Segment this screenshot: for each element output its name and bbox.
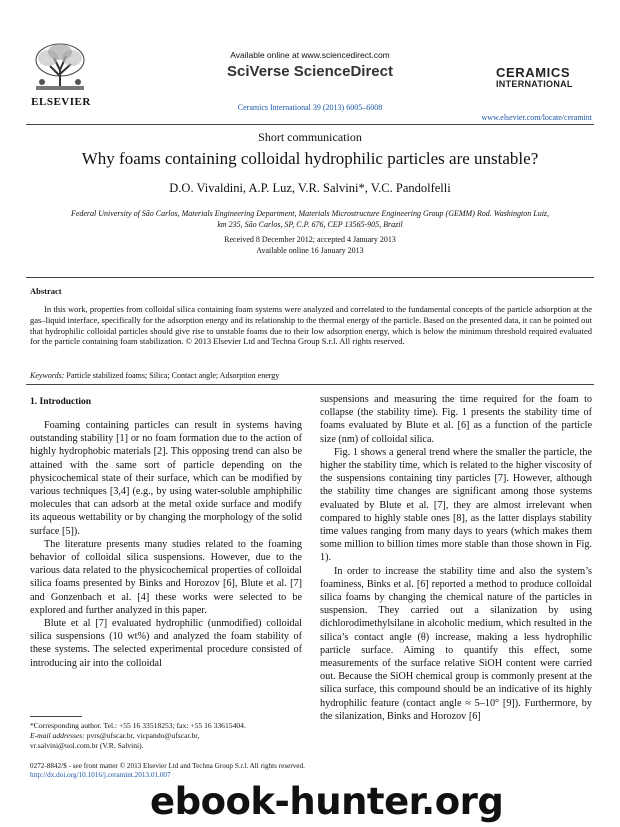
- abstract-text: In this work, properties from colloidal silica containing foam systems were analyzed and correlated to the fundamental concepts of the particle adsorption at the gas–liquid interface, specifically for the adsorption energy and its relationship to the thermal energy of the particle. Based on the presented data, it can be pointed out that hydrophilic colloidal particles should give rise to unstable foams due to their low adsorption energy, which is below the minimum threshold required evaluated for the particle containing foam stabilization. © 2013 Elsevier Ltd and Techna Group S.r.l. All rights reserved.: [30, 304, 592, 347]
- footnote-divider: [30, 716, 82, 717]
- email-addresses: pvrs@ufscar.br, vicpando@ufscar.br,: [86, 730, 200, 740]
- journal-logo-line1: CERAMICS: [496, 65, 571, 80]
- author-list: D.O. Vivaldini, A.P. Luz, V.R. Salvini*, V.C. Pandolfelli: [169, 181, 451, 195]
- footnote: [30, 721, 302, 751]
- keywords: [30, 371, 279, 380]
- left-column: [30, 419, 302, 670]
- journal-homepage-link[interactable]: www.elsevier.com/locate/ceramint: [481, 113, 592, 122]
- affiliation: [40, 209, 580, 231]
- article-title: Why foams containing colloidal hydrophilic particles are unstable?: [81, 149, 539, 168]
- affiliation-line2: km 235, São Carlos, SP, C.P. 676, CEP 13565-905, Brazil: [217, 219, 403, 229]
- intro-paragraph-3: Blute et al [7] evaluated hydrophilic (unmodified) colloidal silica suspensions (10 wt%) and analyzed the foam stability of these systems. The selected experimental procedure consisted of introducing air into the colloidal: [30, 618, 302, 669]
- journal-logo: [496, 66, 596, 89]
- keywords-label: Keywords:: [30, 371, 65, 380]
- issn-line: 0272-8842/$ - see front matter © 2013 Elsevier Ltd and Techna Group S.r.l. All rights reserved.: [30, 762, 305, 770]
- keywords-list: Particle stabilized foams; Silica; Contact angle; Adsorption energy: [66, 371, 280, 380]
- watermark-text: ebook-hunter.org: [150, 780, 504, 823]
- intro-paragraph-4: suspensions and measuring the time required for the foam to collapse (the stability time). Fig. 1 presents the stability time of foams evaluated by Blute et al. [6] as a function of the particle size (nm) of colloidal silica.: [320, 394, 592, 445]
- email-label: E-mail addresses:: [30, 730, 85, 740]
- intro-paragraph-5: Fig. 1 shows a general trend where the smaller the particle, the higher the stability time, which is related to the higher viscosity of the suspensions containing tiny particles [7]. However, although the stability time changes are significant among those systems evaluated by Blute et al. [7], they are almost irrelevant when compared to highly stable ones [8], as the latter displays stability time values ranging from many days to years (which makes them some million to billion times more stable than those shown in Fig. 1).: [320, 446, 592, 564]
- publisher-name: ELSEVIER: [31, 96, 91, 108]
- abstract-top-divider: [26, 277, 594, 278]
- intro-paragraph-6: In order to increase the stability time and also the system’s foaminess, Binks et al. [6] reported a method to produce colloidal silica foams by changing the chemical nature of the particles in suspension. They carried out a silanization by using dichlorodimethylsilane in alcoholic medium, which resulted in the silica’s contact angle (θ) increase, making a less hydrophilic particle surface. Aiming to quantify this effect, some measurements of the surface relative SiOH content were carried out. Because the SiOH chemical group is commonly present at the silica surface, this compound should be an indicative of its highly hydrophilic feature (contact angle ≈ 5–10° [9]). Furthermore, by the silanization, Binks and Horozov [6]: [320, 565, 592, 722]
- right-column: [320, 393, 592, 723]
- intro-paragraph-2: The literature presents many studies related to the foaming behavior of colloidal silica suspensions. However, due to the various data related to the physicochemical properties of colloidal silica foams presented by Binks and Horozov [6], Blute et al. [7] and Gonzenbach et al. [4] these works were selected to be explored and further analyzed in this paper.: [30, 538, 302, 616]
- article-meta: [30, 762, 305, 781]
- available-date: Available online 16 January 2013: [256, 245, 364, 255]
- sciverse-logo: SciVerse ScienceDirect: [227, 63, 393, 80]
- section-type: Short communication: [258, 130, 362, 144]
- abstract-bottom-divider: [26, 384, 594, 385]
- corresponding-author: *Corresponding author. Tel.: +55 16 33518253; fax: +55 16 33615404.: [30, 721, 246, 730]
- journal-reference-link[interactable]: Ceramics International 39 (2013) 6005–6008: [237, 103, 383, 112]
- journal-logo-line2: INTERNATIONAL: [496, 78, 573, 89]
- header-divider: [26, 124, 594, 125]
- available-online: Available online at www.sciencedirect.com: [230, 50, 390, 60]
- email-line-2: vr.salvini@uol.com.br (V.R. Salvini).: [30, 740, 144, 750]
- email-line: [30, 731, 302, 741]
- intro-paragraph-1: Foaming containing particles can result in systems having outstanding stability [1] or no foam formation due to the action of highly hydrophobic materials [2]. This opposing trend can also be attained with the same sort of particle depending on the physicochemical state of their surface, which can be modified by various techniques [3,4] (e.g., by using water-soluble amphiphilic molecules that can adsorb at the metal oxide surface and modify its aqueous wettability or by changing the morphology of the solid surface [5]).: [30, 420, 302, 537]
- article-dates: [0, 235, 620, 257]
- abstract-heading: Abstract: [30, 286, 62, 296]
- received-date: Received 8 December 2012; accepted 4 January 2013: [224, 235, 396, 244]
- intro-heading: 1. Introduction: [30, 397, 92, 407]
- affiliation-line1: Federal University of São Carlos, Materials Engineering Department, Materials Microstructure Engineering Group (GEMM) Rod. Washington Luiz,: [70, 209, 550, 218]
- doi-link[interactable]: http://dx.doi.org/10.1016/j.ceramint.2013.01.007: [30, 771, 171, 780]
